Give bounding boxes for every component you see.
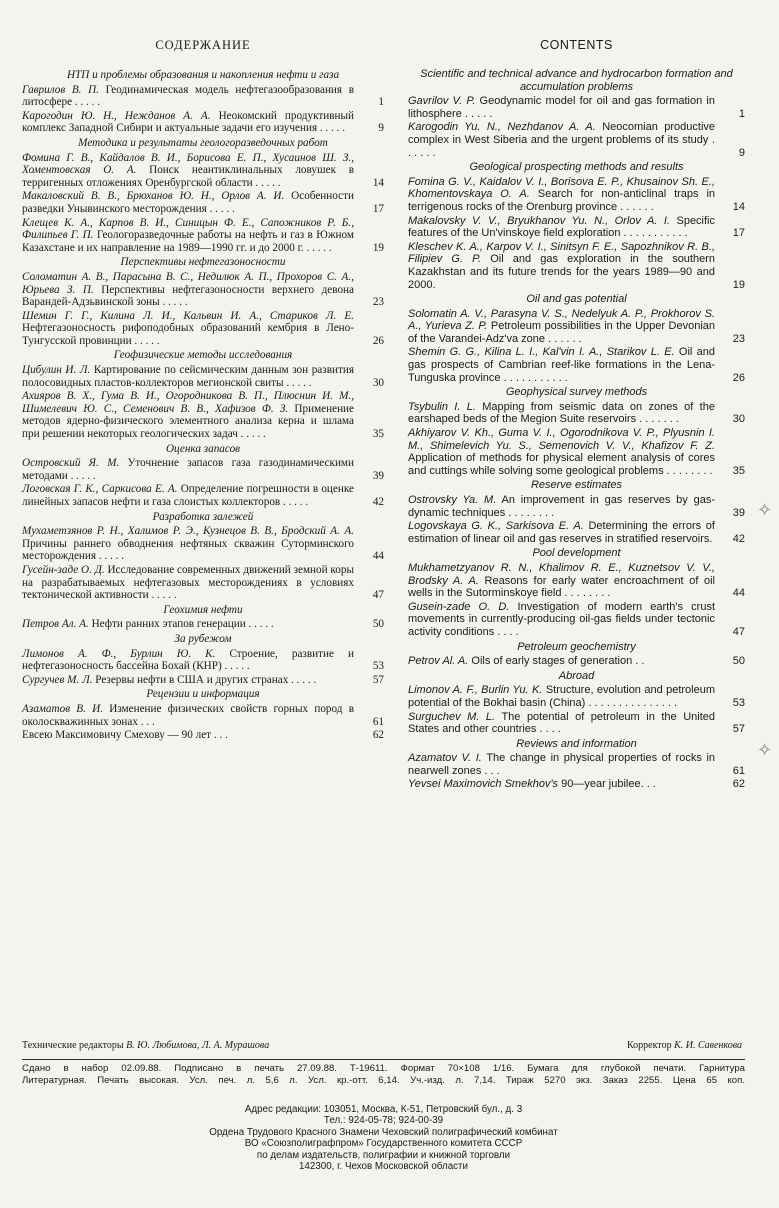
entry-title: Исследование современных движений земной коры на разрабатываемых нефтегазовых месторождениях в условиях тектонической активности . . . . . — [22, 563, 355, 602]
margin-mark-icon: ✧ — [757, 500, 773, 520]
section-heading: Разработка залежей — [152, 510, 254, 523]
page-number: 35 — [372, 428, 384, 441]
section-heading: Методика и результаты геологоразведочных работ — [78, 136, 328, 149]
toc-entry[interactable] — [408, 176, 745, 214]
page-number: 17 — [732, 227, 745, 240]
entry-authors: Yevsei Maximovich Smekhov's — [408, 778, 559, 791]
entry-authors: Макаловский В. В., Брюханов Ю. Н., Орлов А. И. — [22, 190, 285, 203]
section-heading: Рецензии и информация — [146, 688, 260, 701]
section-heading: Reserve estimates — [530, 479, 623, 492]
entry-title: Причины раннего обводнения нефтяных скважин Суторминского месторождения . . . . . — [22, 537, 354, 563]
toc-entry[interactable] — [408, 494, 745, 519]
entry-title: Определение погрешности в оценке линейных запасов нефти и газа слоистых коллекторов . . . . . — [22, 483, 354, 508]
toc-entry[interactable] — [408, 752, 745, 777]
toc-entry[interactable] — [408, 121, 745, 159]
proofreader-label: Корректор — [627, 1040, 672, 1051]
toc-entry[interactable] — [22, 364, 384, 389]
page-number: 1 — [738, 107, 745, 120]
entry-authors: Логовская Г. К., Саркисова Е. А. — [22, 483, 178, 496]
entry-authors: Ostrovsky Ya. M. — [408, 494, 497, 506]
page-number: 26 — [372, 334, 384, 347]
russian-contents-title: СОДЕРЖАНИЕ — [155, 38, 251, 52]
page-number: 9 — [738, 146, 745, 159]
page-number: 30 — [732, 413, 745, 426]
proofreader — [627, 1040, 742, 1051]
toc-entry[interactable] — [408, 562, 745, 600]
entry-title: Нефтегазоносность рифоподобных образований кембрия в Лено-Тунгусской провинции . . . . . — [22, 322, 354, 347]
toc-entry[interactable] — [22, 674, 384, 687]
entry-title: Petroleum possibilities in the Upper Devonian of the Varandei-Adz'va zone . . . . . . — [408, 320, 716, 345]
page-number: 44 — [732, 587, 745, 600]
section-heading: Pool development — [532, 547, 621, 560]
page-number: 57 — [732, 723, 745, 736]
toc-entry[interactable] — [408, 520, 745, 545]
toc-entry[interactable] — [22, 271, 384, 309]
toc-entry[interactable] — [22, 217, 384, 255]
entry-authors: Азаматов В. И. — [22, 702, 103, 715]
russian-contents-list — [22, 69, 384, 742]
entry-authors: Fomina G. V., Kaidalov V. I., Borisova E. P., Khusainov Sh. E., Khomentovskaya O. A. — [408, 175, 715, 201]
section-heading: Abroad — [558, 669, 595, 682]
entry-authors: Островский Я. М. — [22, 457, 120, 470]
toc-entry[interactable] — [22, 618, 384, 631]
page-number: 14 — [372, 176, 384, 189]
page-number: 19 — [732, 278, 745, 291]
toc-entry[interactable] — [408, 655, 745, 668]
section-heading: Petroleum geochemistry — [517, 640, 636, 653]
toc-entry[interactable] — [408, 401, 745, 426]
entry-title: Oil and gas prospects of Cambrian reef-like formations in the Lena-Tunguska province . . . . . . . . . . . — [408, 346, 715, 384]
entry-title: Reasons for early water encroachment of oil wells in the Sutorminskoye field . . . . . . . . — [408, 574, 715, 600]
entry-title: Determining the errors of estimation of linear oil and gas reserves in stratified reservoirs. — [408, 520, 715, 545]
page-number: 39 — [372, 469, 384, 482]
entry-authors: Akhiyarov V. Kh., Guma V. I., Ogorodnikova V. P., Plyusnin I. M., Shimelevich Yu. S., Semenovich V. V., Khafizov F. Z. — [408, 427, 715, 452]
english-contents-column — [408, 38, 745, 792]
page-number: 35 — [732, 464, 745, 477]
address-line: ВО «Союзполиграфпром» Государственного комитета СССР — [244, 1138, 523, 1150]
address-line: 142300, г. Чехов Московской области — [298, 1161, 469, 1173]
entry-title: Поиск неантиклинальных ловушек в терригенных отложениях Оренбургской области . . . . . — [22, 164, 354, 189]
entry-title: The change in physical properties of rocks in nearwell zones . . . — [408, 752, 716, 777]
page-number: 47 — [732, 625, 745, 638]
entry-authors: Фомина Г. В., Кайдалов В. И., Борисова Е. П., Хусаинов Ш. З., Хоментовская О. А. — [22, 151, 354, 177]
page-number: 14 — [732, 200, 745, 213]
technical-editors-label: Технические редакторы — [22, 1040, 124, 1051]
page-number: 50 — [372, 618, 384, 631]
entry-authors: Karogodin Yu. N., Nezhdanov A. A. — [408, 121, 596, 134]
toc-entry[interactable] — [408, 427, 745, 477]
page-number: 26 — [732, 371, 745, 384]
publisher-address — [22, 1104, 745, 1172]
section-heading: Geological prospecting methods and results — [469, 161, 684, 174]
toc-entry[interactable] — [22, 483, 384, 508]
toc-entry[interactable] — [22, 390, 384, 440]
section-heading: Geophysical survey methods — [505, 386, 648, 399]
entry-authors: Шемин Г. Г., Килина Л. И., Кальвин И. А., Стариков Л. Е. — [22, 309, 354, 322]
russian-contents-column — [22, 38, 384, 743]
toc-entry[interactable] — [408, 684, 745, 709]
address-line: по делам издательств, полиграфии и книжной торговли — [256, 1149, 511, 1161]
entry-title: Neocomian productive complex in West Siberia and the urgent problems of its study . . . . . . — [408, 121, 716, 159]
entry-authors: Гаврилов В. П. — [22, 83, 99, 96]
entry-title: Картирование по сейсмическим данным зон развития полосовидных пластов-коллекторов мегионской свиты . . . . . — [22, 364, 354, 389]
imprint-line: Литературная. Печать высокая. Усл. печ. л. 5,6 л. Усл. кр.-отт. 6,14. Уч.-изд. л. 7,14. Тираж 5270 экз. Заказ 2255. Цена 65 коп. — [22, 1075, 745, 1086]
page-number: 53 — [732, 696, 745, 709]
section-heading: Scientific and technical advance and hydrocarbon formation and accumulation problems — [420, 68, 733, 93]
entry-authors: Limonov A. F., Burlin Yu. K. — [408, 684, 543, 697]
toc-entry[interactable] — [22, 703, 384, 728]
entry-title: Mapping from seismic data on zones of the earshaped beds of the Megion Suite reservoirs . . . . . . . — [408, 400, 715, 426]
entry-title: Application of methods for physical element analysis of cores and cuttings while solving some geological problems . . . . . . . . — [408, 452, 715, 477]
page-number: 42 — [732, 532, 745, 545]
section-heading: Геофизические методы исследования — [113, 349, 293, 362]
entry-title: The potential of petroleum in the United States and other countries . . . . — [408, 710, 716, 736]
toc-entry[interactable] — [408, 95, 745, 120]
address-line: Тел.: 924-05-78; 924-00-39 — [323, 1115, 444, 1127]
entry-authors: Карогодин Ю. Н., Нежданов А. А. — [22, 109, 211, 122]
page-number: 30 — [372, 376, 384, 389]
toc-entry[interactable] — [22, 729, 384, 742]
entry-title: Oils of early stages of generation . . — [471, 655, 645, 668]
entry-authors: Mukhametzyanov R. N., Khalimov R. E., Kuznetsov V. V., Brodsky A. A. — [408, 561, 715, 587]
page-number: 23 — [372, 296, 384, 309]
entry-authors: Petrov Al. A. — [408, 655, 469, 668]
entry-authors: Surguchev M. L. — [408, 710, 496, 723]
entry-authors: Ахияров В. Х., Гума В. И., Огородникова В. П., Плюснин И. М., Шимелевич Ю. С., Семенович В. В., Хафизов Ф. З. — [22, 390, 354, 415]
entry-title: 90—year jubilee. . . — [561, 778, 656, 791]
entry-title: Неокомский продуктивный комплекс Западной Сибири и актуальные задачи его изучения . . . . . — [22, 109, 354, 135]
english-contents-title: CONTENTS — [540, 38, 613, 52]
toc-entry[interactable] — [408, 778, 745, 791]
page-number: 42 — [372, 496, 384, 508]
entry-authors: Соломатин А. В., Парасына В. С., Недилюк А. П., Прохоров С. А., Юрьева З. П. — [22, 270, 354, 296]
entry-authors: Makalovsky V. V., Bryukhanov Yu. N., Orlov A. I. — [408, 214, 670, 227]
section-heading: НТП и проблемы образования и накопления нефти и газа — [66, 69, 340, 81]
entry-authors: Клещев К. А., Карпов В. И., Синицын Ф. Е., Сапожников Р. Б., Филипьев Г. П. — [22, 216, 354, 242]
proofreader-names: К. И. Савенкова — [674, 1040, 742, 1051]
section-heading: Перспективы нефтегазоносности — [120, 256, 286, 269]
entry-title: Investigation of modern earth's crust movements in currently-producing oil-gas fields under tectonic activity conditions . . . . — [408, 600, 715, 638]
entry-title: Особенности разведки Унывинского месторождения . . . . . — [22, 190, 354, 215]
entry-title: Search for non-anticlinal traps in terrigenous rocks of the Orenburg province . . . . . . — [408, 188, 716, 213]
toc-entry[interactable] — [408, 711, 745, 736]
toc-entry[interactable] — [22, 110, 384, 135]
section-heading: За рубежом — [174, 632, 232, 645]
imprint-block — [22, 1063, 745, 1087]
entry-title: Уточнение запасов газа газодинамическими методами . . . . . — [22, 457, 354, 482]
entry-title: Изменение физических свойств горных пород в околоскважинных зонах . . . — [22, 702, 354, 728]
toc-entry[interactable] — [22, 84, 384, 109]
page-number: 1 — [378, 96, 384, 109]
entry-authors: Shemin G. G., Kilina L. I., Kal'vin I. A., Starikov L. E. — [408, 346, 675, 359]
entry-title: Геологоразведочные работы на нефть и газ в Южном Казахстане и их направление на 1989—1990 гг. и до 2000 г. . . . . . — [22, 229, 355, 254]
entry-authors: Лимонов А. Ф., Бурлин Ю. К. — [22, 647, 216, 660]
page-number: 23 — [732, 332, 745, 345]
entry-title: Применение методов ядерно-физического элементного анализа керна и шлама при решении некоторых геологических задач . . . . . — [22, 402, 355, 441]
entry-title: Structure, evolution and petroleum potential of the Bokhai basin (China) . . . . . . . . . . . . . . . — [408, 684, 715, 709]
entry-title: Oil and gas exploration in the southern Kazakhstan and its future trends for the years 1989—90 and 2000. — [408, 253, 715, 291]
technical-editors — [22, 1040, 269, 1051]
address-line: Адрес редакции: 103051, Москва, К-51, Петровский бул., д. 3 — [244, 1104, 523, 1115]
toc-entry[interactable] — [408, 215, 745, 240]
toc-entry[interactable] — [408, 346, 745, 384]
english-contents-list — [408, 68, 745, 791]
technical-editors-names: В. Ю. Любимова, Л. А. Мурашова — [126, 1040, 270, 1051]
entry-authors: Мухаметзянов Р. Н., Халимов Р. Э., Кузнецов В. В., Бродский А. А. — [22, 525, 354, 538]
toc-entry[interactable] — [22, 310, 384, 348]
address-line: Ордена Трудового Красного Знамени Чеховский полиграфический комбинат — [209, 1126, 558, 1138]
section-heading: Reviews and information — [516, 737, 637, 750]
page-number: 62 — [732, 778, 745, 791]
page-number: 19 — [372, 241, 384, 254]
entry-authors: Solomatin A. V., Parasyna V. S., Nedelyuk A. P., Prokhorov S. A., Yurieva Z. P. — [408, 307, 715, 333]
divider — [22, 1059, 745, 1060]
section-heading: Оценка запасов — [165, 442, 241, 455]
toc-entry[interactable] — [408, 308, 745, 346]
page-number: 44 — [372, 550, 384, 563]
entry-title: Перспективы нефтегазоносности верхнего девона Варандей-Адзьвинской зоны . . . . . — [22, 283, 354, 309]
entry-title: Геодинамическая модель нефтегазообразования в литосфере . . . . . — [22, 83, 354, 109]
entry-title: Geodynamic model for oil and gas formation in lithosphere . . . . . — [408, 95, 715, 120]
page-number: 62 — [372, 729, 384, 742]
page-number: 50 — [732, 655, 745, 668]
entry-authors: Gavrilov V. P. — [408, 95, 476, 108]
entry-authors: Сургучев М. Л. — [22, 673, 93, 686]
toc-entry[interactable] — [22, 564, 384, 602]
entry-authors: Цибулин И. Л. — [22, 364, 91, 377]
page-number: 47 — [372, 589, 384, 602]
toc-entry[interactable] — [408, 241, 745, 291]
section-heading: Oil and gas potential — [526, 293, 627, 306]
page-number: 61 — [732, 764, 745, 777]
entry-authors: Gusein-zade O. D. — [408, 600, 510, 613]
entry-title: An improvement in gas reserves by gas-dynamic techniques . . . . . . . . — [408, 494, 715, 519]
toc-entry[interactable] — [22, 152, 384, 190]
toc-entry[interactable] — [22, 525, 384, 563]
toc-entry[interactable] — [22, 190, 384, 215]
entry-authors: Петров Ал. А. — [22, 618, 89, 631]
margin-mark-icon: ✧ — [757, 740, 773, 760]
entry-title: Нефти ранних этапов генерации . . . . . — [91, 618, 274, 631]
page-number: 57 — [372, 673, 384, 686]
entry-title: Строение, развитие и нефтегазоносность бассейна Бохай (КНР) . . . . . — [22, 647, 354, 673]
entry-authors: Tsybulin I. L. — [408, 400, 476, 413]
entry-authors: Logovskaya G. K., Sarkisova E. A. — [408, 520, 584, 533]
page-number: 17 — [372, 202, 384, 215]
entry-title: Резервы нефти в США и других странах . . . . . — [95, 673, 317, 686]
entry-title: Specific features of the Un'vinskoye field exploration . . . . . . . . . . . — [408, 214, 716, 240]
toc-entry[interactable] — [22, 457, 384, 482]
toc-entry[interactable] — [22, 648, 384, 673]
imprint-line: Сдано в набор 02.09.88. Подписано в печать 27.09.88. Т-19611. Формат 70×108 1/16. Бумага для глубокой печати. Гарнитура — [22, 1063, 745, 1074]
toc-entry[interactable] — [408, 601, 745, 639]
page-number: 39 — [732, 506, 745, 519]
entry-authors: Kleschev K. A., Karpov V. I., Sinitsyn F. E., Sapozhnikov R. B., Filipiev G. P. — [408, 240, 715, 266]
page-number: 61 — [372, 715, 384, 728]
entry-authors: Azamatov V. I. — [408, 752, 482, 765]
entry-authors: Гусейн-заде О. Д. — [22, 563, 105, 576]
entry-title: Евсею Максимовичу Смехову — 90 лет . . . — [22, 729, 228, 742]
section-heading: Геохимия нефти — [163, 603, 243, 616]
page-number: 9 — [378, 122, 384, 135]
page-number: 53 — [372, 660, 384, 673]
